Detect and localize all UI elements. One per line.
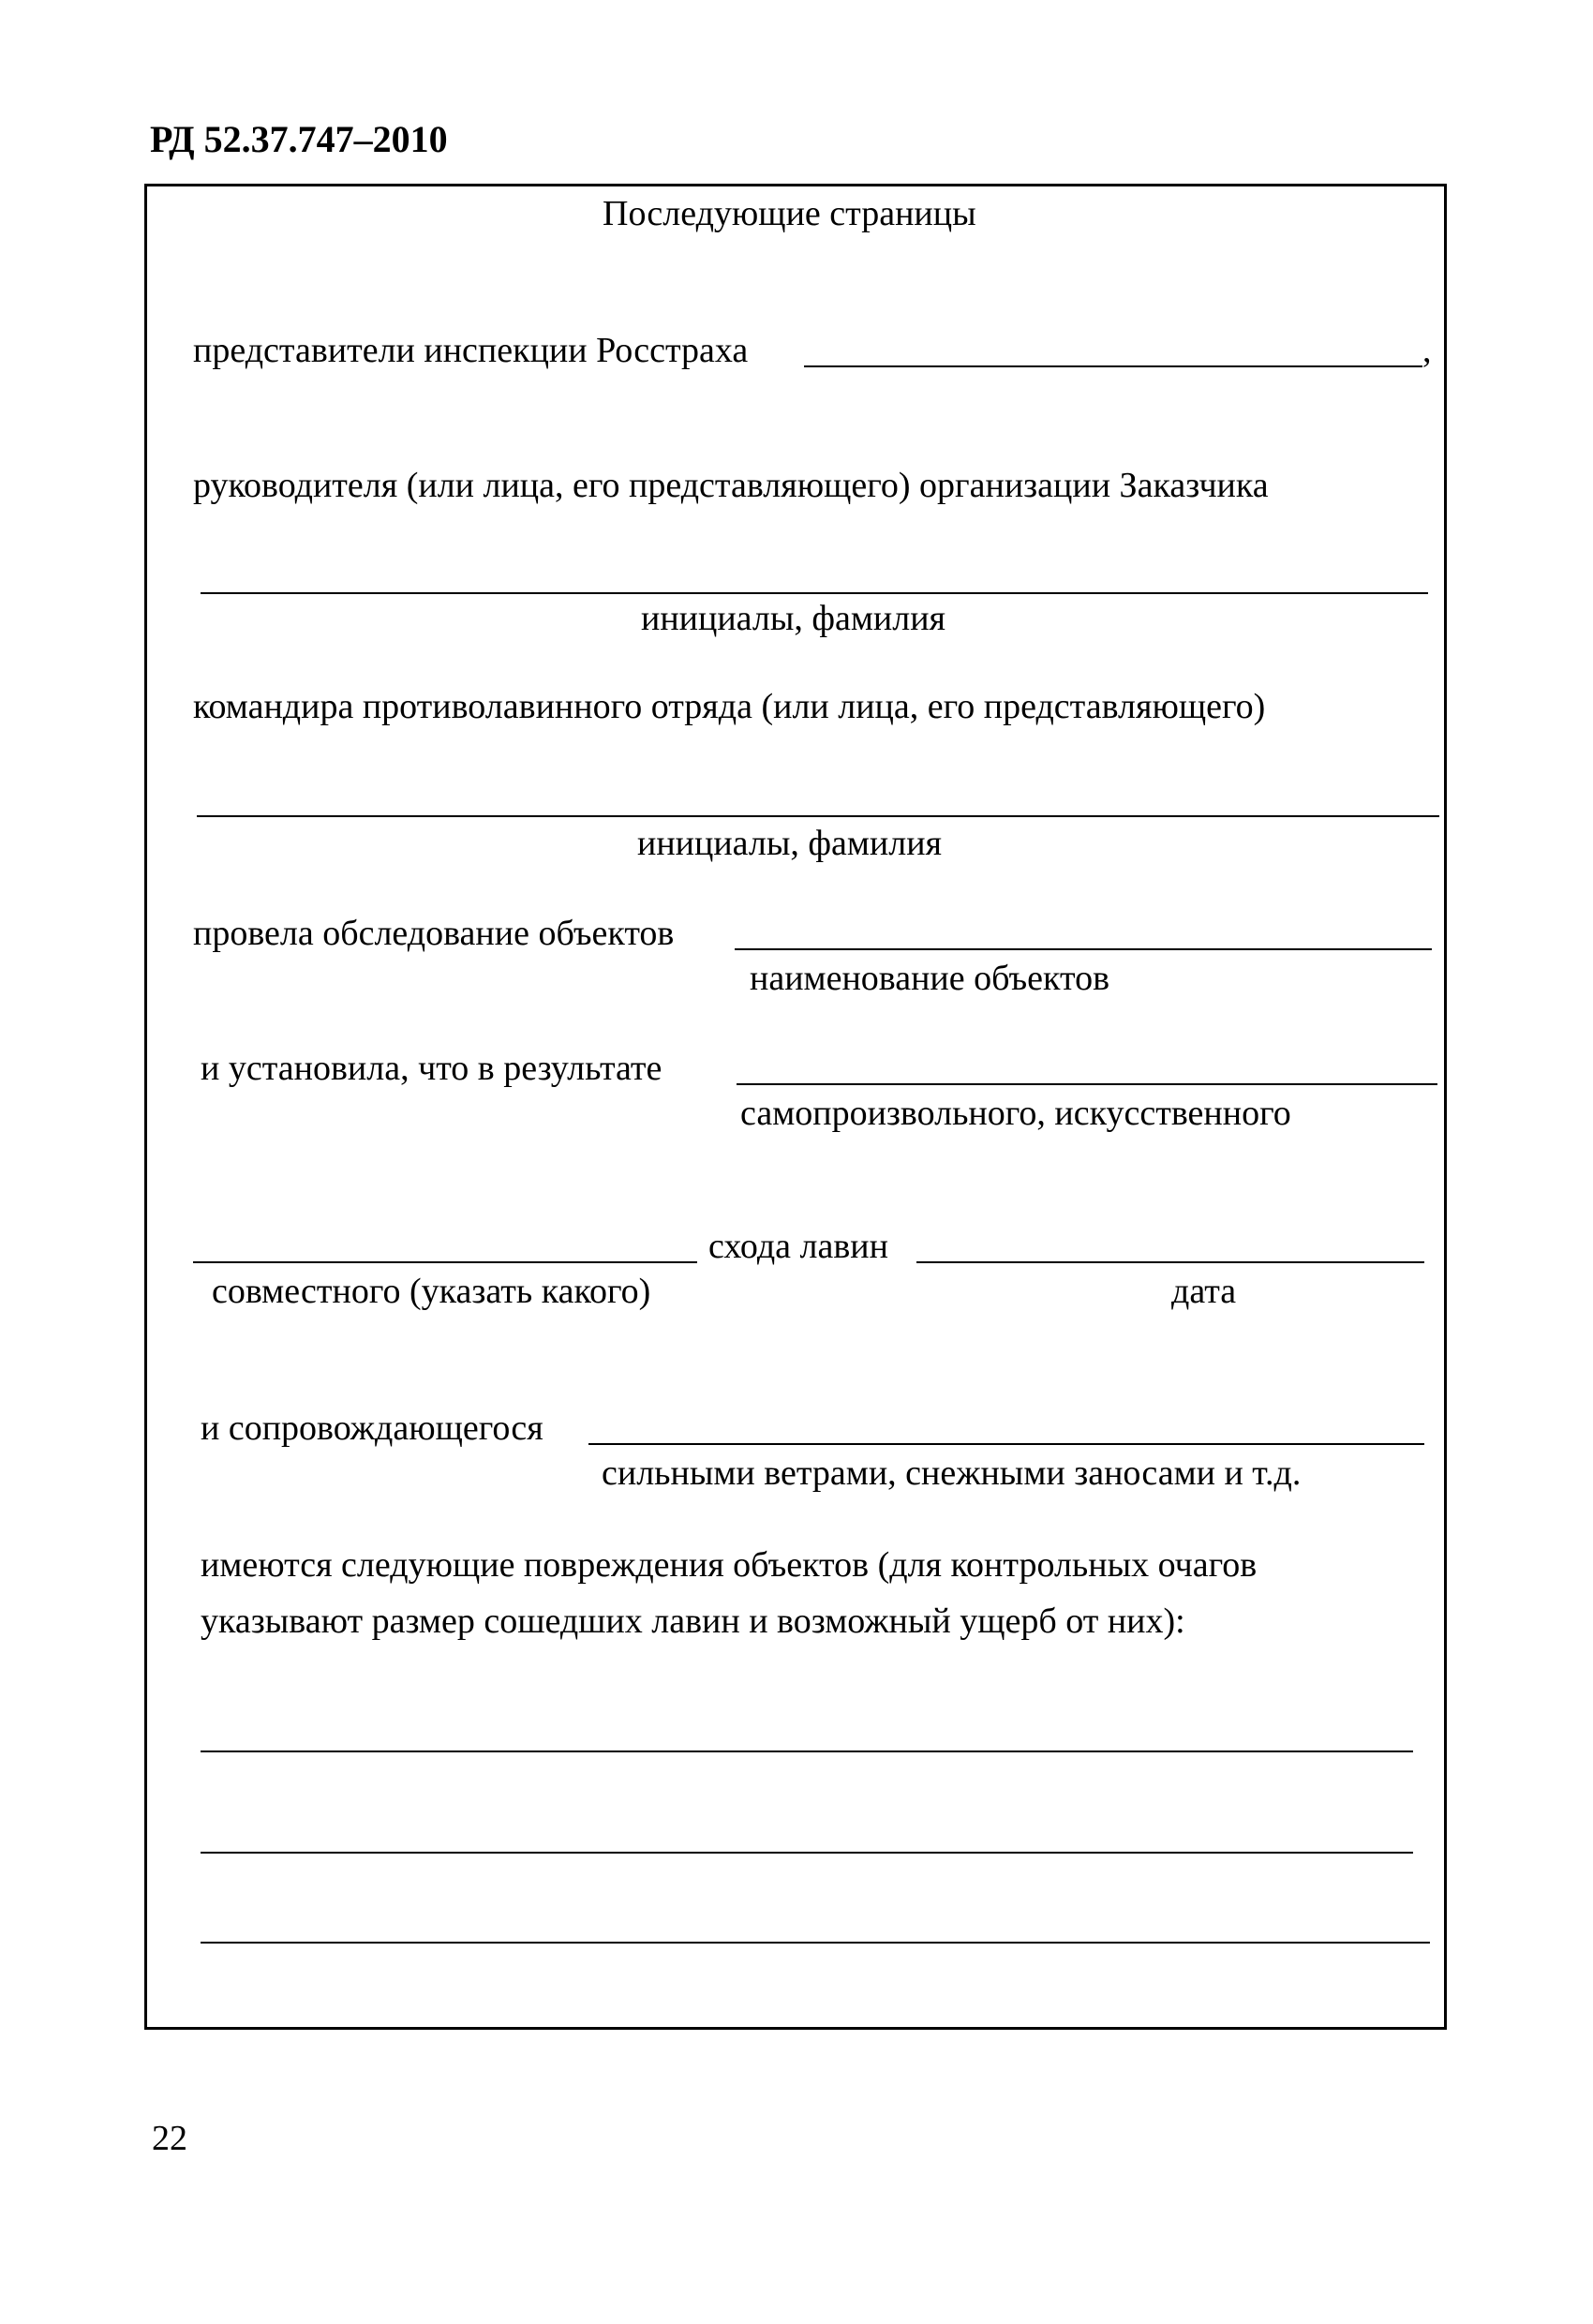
result-label: и установила, что в результате — [201, 1049, 663, 1088]
avalanche-label: схода лавин — [708, 1227, 888, 1266]
page-number: 22 — [152, 2119, 187, 2158]
survey-label: провела обследование объектов — [193, 914, 675, 953]
survey-objects-blank-line[interactable] — [735, 948, 1432, 950]
commander-name-caption: инициалы, фамилия — [637, 824, 943, 863]
inspectors-comma: , — [1422, 331, 1432, 370]
customer-name-caption: инициалы, фамилия — [641, 599, 946, 638]
inspectors-label: представители инспекции Росстраха — [193, 331, 749, 370]
accompanied-blank-line[interactable] — [588, 1443, 1424, 1445]
damage-text-line-2: указывают размер сошедших лавин и возможный ущерб от них): — [201, 1601, 1185, 1641]
avalanche-type-caption: совместного (указать какого) — [212, 1272, 651, 1311]
avalanche-date-blank-line[interactable] — [916, 1261, 1424, 1263]
survey-objects-caption: наименование объектов — [750, 959, 1110, 998]
damage-blank-line[interactable] — [201, 1942, 1430, 1944]
commander-label: командира противолавинного отряда (или лица, его представляющего) — [193, 687, 1266, 726]
accompanied-caption: сильными ветрами, снежными заносами и т.д. — [602, 1453, 1302, 1493]
document-code: РД 52.37.747–2010 — [150, 118, 448, 160]
inspectors-blank-line[interactable] — [804, 365, 1422, 367]
customer-name-blank-line[interactable] — [201, 592, 1428, 594]
avalanche-date-caption: дата — [1171, 1272, 1237, 1311]
accompanied-label: и сопровождающегося — [201, 1408, 543, 1448]
avalanche-type-blank-line[interactable] — [193, 1261, 697, 1263]
form-heading: Последующие страницы — [603, 194, 976, 233]
damage-text-line-1: имеются следующие повреждения объектов (для контрольных очагов — [201, 1545, 1258, 1585]
commander-name-blank-line[interactable] — [197, 815, 1439, 817]
damage-blank-line[interactable] — [201, 1852, 1413, 1854]
result-type-blank-line[interactable] — [737, 1083, 1437, 1085]
result-type-caption: самопроизвольного, искусственного — [740, 1094, 1291, 1133]
customer-head-label: руководителя (или лица, его представляющего) организации Заказчика — [193, 466, 1269, 505]
damage-blank-line[interactable] — [201, 1750, 1413, 1752]
